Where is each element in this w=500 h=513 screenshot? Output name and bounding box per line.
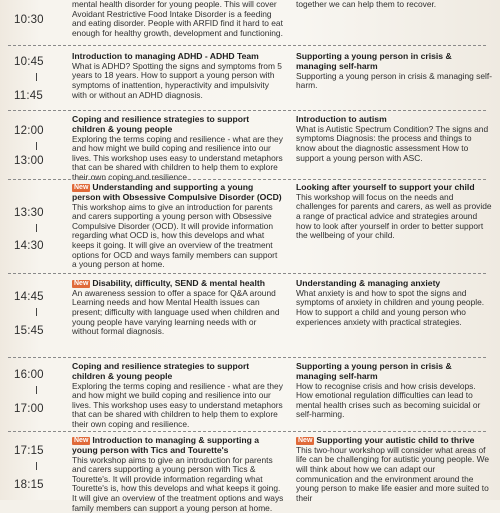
time-slot-end: 18:15 [14,479,44,491]
time-slot-start: 10:45 [14,56,44,68]
workshop-body: This workshop will focus on the needs and challenges for parents and carers, as well as provide a range of practical advice and strategies around how to look after yourself in order to better support the wellbeing of your child. [296,191,492,241]
time-dash [36,73,39,81]
new-badge: New [74,280,89,287]
workshop-crisis-1 [296,52,492,106]
time-slot-start: 10:30 [14,14,44,26]
workshop-title-text: Disability, difficulty, SEND & mental health [92,278,265,288]
workshop-autistic-thrive [296,435,492,503]
workshop-body: Supporting a young person in crisis & managing self-harm. [296,70,492,91]
time-dash [36,386,39,394]
time-slot-start: 14:45 [14,291,44,303]
time-slot-end: 14:30 [14,240,44,252]
new-badge: New [74,437,89,444]
workshop-title-text: Understanding and supporting a young person with Obsessive Compulsive Disorder (OCD) [72,182,282,202]
time-slot-end: 11:45 [14,90,43,102]
time-slot-end: 15:45 [14,325,44,337]
workshop-title: Understanding & managing anxiety [296,278,441,288]
workshop-self-care [296,183,492,268]
workshop-body: An awareness session to offer a space for Q&A around Learning needs and how Mental Health issues can present; difficulty with language used when children and young people have varying learning needs with or without formal diagnosis. [72,287,280,337]
workshop-coping-2 [72,362,284,430]
workshop-body: What is ADHD? Spotting the signs and symptoms from 5 years to 18 years. How to support a young person with symptoms of inattention, hyperactivity and impulsivity with or without an ADHD diagnosis. [72,60,282,100]
row-divider [8,45,486,46]
time-slot-start: 16:00 [14,369,44,381]
time-slot-start: 13:30 [14,207,44,219]
workshop-arfid [72,0,284,37]
time-slot-end: 13:00 [14,155,44,167]
time-slot-end: 17:00 [14,403,44,415]
workshop-anxiety [296,279,492,345]
workshop-body: This workshop aims to give an introduction for parents and carers supporting a young person with Obsessive Compulsive Disorder (OCD). It will provide information regarding what OCD is, how this develops and what keeps it going. It will give an overview of the treatment options for OCD and ways family members can support a young person at home. [72,201,278,270]
workshop-body: This two-hour workshop will consider what areas of life can be challenging for autistic young people. We will think about how we can adapt our communication and the environment around the young person to make life easier and more suited to their [296,444,490,503]
workshop-body: How to recognise crisis and how crisis develops. How emotional regulation difficulties can lead to mental health crises such as becoming suicidal or self-harming. [296,380,481,420]
new-badge: New [74,184,89,191]
workshop-title: Introduction to managing ADHD - ADHD Team [72,51,259,61]
time-dash [36,462,39,470]
time-slot-start: 12:00 [14,125,44,137]
workshop-title: Supporting a young person in crisis & managing self-harm [296,361,452,381]
workshop-recover [296,0,492,20]
new-badge: New [298,437,313,444]
workshop-title [72,436,284,456]
workshop-autism-intro [296,115,492,177]
workshop-title-text: Supporting your autistic child to thrive [316,435,475,445]
row-divider [8,273,486,274]
row-divider [8,431,486,432]
row-divider [8,357,486,358]
workshop-body: What is Autistic Spectrum Condition? The signs and symptoms Diagnosis: the process and things to know about the diagnostic assessment How to support a young person with ASC. [296,123,489,163]
workshop-body: What anxiety is and how to spot the signs and symptoms of anxiety in children and young people. How to support a child and young person who experiences anxiety with practical strategies. [296,287,485,327]
workshop-body: Exploring the terms coping and resilience - what are they and how might we build coping and resilience into our lives. This workshop uses easy to understand metaphors that can be shared with children to help them to explore their own coping and resilience. [72,133,283,182]
row-divider [8,179,486,180]
workshop-title: Looking after yourself to support your child [296,182,475,192]
time-dash [36,224,39,232]
workshop-tourettes [72,435,284,513]
time-dash [36,308,39,316]
workshop-title: Coping and resilience strategies to support children & young people [72,114,250,134]
workshop-body: This workshop aims to give an introduction for parents and carers supporting a young person with Tics & Tourette's. It will provide information regarding what Tourette's is, how this develops and what keeps it going. It will give an overview of the treatment options and ways family members can support a young person at home. [72,454,284,513]
workshop-send [72,279,284,345]
workshop-crisis-2 [296,362,492,430]
workshop-title [72,183,284,203]
workshop-body: mental health disorder for young people. This will cover Avoidant Restrictive Food Intake Disorder is a feeding and eating disorder. People with ARFID find it hard to eat enough for healthy growth, development and functioning. [72,0,283,38]
workshop-title: Introduction to autism [296,114,387,124]
workshop-title: Supporting a young person in crisis & managing self-harm [296,51,452,71]
workshop-title: Coping and resilience strategies to support children & young people [72,361,250,381]
workshop-coping-1 [72,114,284,182]
workshop-body: together we can help them to recover. [296,0,437,9]
time-dash [36,142,39,150]
workshop-adhd [72,52,284,106]
row-divider [8,110,486,111]
time-slot-start: 17:15 [14,445,44,457]
workshop-ocd [72,183,284,268]
workshop-title-text: Introduction to managing & supporting a young person with Tics and Tourette's [72,435,260,455]
workshop-body: Exploring the terms coping and resilience - what are they and how might we build coping and resilience into our lives. This workshop uses easy to understand metaphors that can be shared with children to help them to explore their own coping and resilience. [72,380,283,429]
